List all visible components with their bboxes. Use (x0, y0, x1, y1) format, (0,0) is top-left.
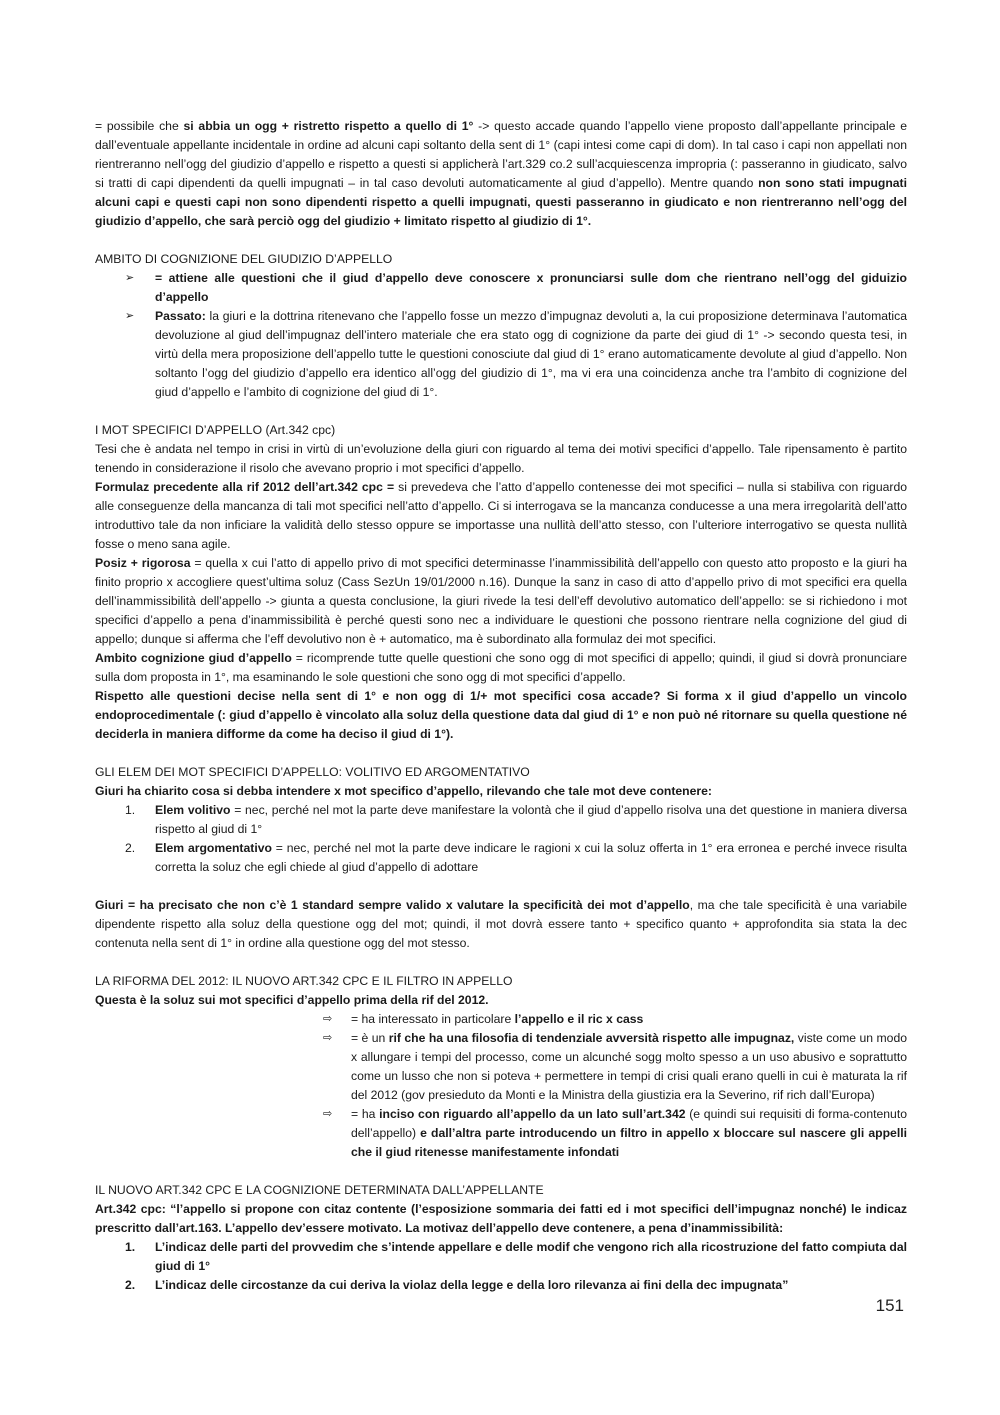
bold-run: Giuri = ha precisato che non c’è 1 standard sempre valido x valutare la specificità dei mot d’appello (95, 898, 690, 912)
list-item (95, 839, 907, 877)
list-item (95, 1010, 907, 1029)
bold-run: Elem volitivo (155, 803, 231, 817)
bold-run: Formulaz precedente alla rif 2012 dell’art.342 cpc = (95, 480, 395, 494)
document-page (95, 117, 907, 1295)
text-run: = quella x cui l’atto di appello privo di mot specifici determinasse l’inammissibilità dell’appello con questo atto proposto e la giuri ha finito proprio x accogliere quest’ultima soluz (Cass SezUn 19/01/2000 n.16). Dunque la sanz in caso di atto d’appello privo di mot specifici era quella dell’inammissibilità dell’appello -> giunta a questa conclusione, la giuri rivede la tesi dell’eff devolutivo automatico dell’appello: se si richiedono i mot specifici d’appello a pena d’inammissibilità è perché questi sono nec a individuare le questioni che possono rientrare nella cognizione del giud di appello; dunque si afferma che l’eff devolutivo non è + automatico, ma è subordinato alla formulaz dei mot specifici. (95, 556, 908, 646)
section-heading-riforma: LA RIFORMA DEL 2012: IL NUOVO ART.342 CPC E IL FILTRO IN APPELLO (95, 974, 513, 988)
list-item (95, 1238, 907, 1276)
page-number: 151 (875, 1296, 904, 1315)
paragraph: Questa è la soluz sui mot specifici d’appello prima della rif del 2012. (95, 993, 489, 1007)
bold-run: inciso con riguardo all’appello da un lato sull’art.342 (379, 1107, 686, 1121)
bold-run: L’indicaz delle parti del provvedim che s’intende appellare e delle modif che vengono rich alla ricostruzione del fatto compiuta dal giud di 1° (155, 1240, 907, 1273)
paragraph: Tesi che è andata nel tempo in crisi in virtù di un’evoluzione della giuri con riguardo al tema dei motivi specifici d’appello. Tale ripensamento è partito tenendo in considerazione il risolo che avevano proprio i mot specifici d’appello. (95, 442, 907, 475)
bold-run: rif che ha una filosofia di tendenziale avversità rispetto alle impugnaz, (388, 1031, 795, 1045)
text-run: viste come un modo x allungare i tempi del processo, come un alcunché sogg molto spesso a un uso abusivo e soprattutto come un lusso che non si poteva + permettere in tempi di crisi quali erano quelli in cui è maturata la rif del 2012 (gov presieduto da Monti e la Ministra della giustizia era la Severino, rif rich dall’Europa) (351, 1031, 907, 1102)
text-run: = ha interessato in particolare (351, 1012, 515, 1026)
bold-run: non sono stati impugnati alcuni capi e questi capi non sono dipendenti rispetto a quelli impugnati, questi passeranno in giudicato e non rientreranno nell’ogg del giudizio d’appello, che sarà perciò ogg del giudizio + limitato rispetto al giudizio di 1°. (95, 176, 907, 228)
bold-run: l’appello e il ric x cass (514, 1012, 644, 1026)
ambito-bullet-list (95, 269, 907, 402)
section-heading-elem: GLI ELEM DEI MOT SPECIFICI D’APPELLO: VOLITIVO ED ARGOMENTATIVO (95, 765, 530, 779)
text-run: = possibile che (95, 119, 184, 133)
bold-run: Ambito cognizione giud d’appello (95, 651, 292, 665)
paragraph (95, 478, 907, 554)
list-number: 2. (125, 1278, 136, 1292)
arrow-right-icon: ⇨ (323, 1108, 333, 1120)
section-heading-ambito: AMBITO DI COGNIZIONE DEL GIUDIZIO D’APPELLO (95, 252, 393, 266)
bold-run: Posiz + rigorosa (95, 556, 191, 570)
bold-run: Elem argomentativo (155, 841, 272, 855)
paragraph (95, 649, 907, 687)
bold-run: = attiene alle questioni che il giud d’appello deve conoscere x pronunciarsi sulle dom che rientrano nell’ogg del giduizio d’appello (155, 271, 907, 304)
text-run: la giuri e la dottrina ritenevano che l’appello fosse un mezzo d’impugnaz devoluti a, la cui proposizione determinava l’automatica devoluzione al giud dell’impugnaz dell’intero materiale che era stato ogg di cognizione da parte dei giud di 1° -> secondo questa tesi, in virtù della mera proposizione dell’appello tutte le questioni conosciute dal giud di 1° erano automaticamente devolute al giud d’appello. Non soltanto l’ogg del giudizio d’appello era identico all’ogg del giudizio di 1°, ma vi era una coincidenza anche tra l’ambito di cognizione del giud d’appello e l’ambito di cognizione del giud di 1°. (155, 309, 907, 399)
paragraph (95, 554, 907, 649)
section-heading-nuovo-art342: IL NUOVO ART.342 CPC E LA COGNIZIONE DETERMINATA DALL’APPELLANTE (95, 1183, 544, 1197)
bold-run: Passato: (155, 309, 206, 323)
text-run: , ma che tale specificità è una variabile dipendente rispetto alla soluz della questione ogg del mot; quindi, il mot dovrà essere tanto + specifico quanto + approfondita sia stata la dec contenuta nella sent di 1° in ordine alla questione ogg del mot stesso. (95, 898, 907, 950)
bold-run: si abbia un ogg + ristretto rispetto a quello di 1° (183, 119, 474, 133)
spacer (95, 877, 907, 896)
art342-numbered-list (95, 1238, 907, 1295)
list-item (95, 1105, 907, 1162)
list-number: 1. (125, 1240, 136, 1254)
riforma-arrow-list (95, 1010, 907, 1162)
list-item (95, 269, 907, 307)
list-item (95, 307, 907, 402)
list-item (95, 801, 907, 839)
text-run: = nec, perché nel mot la parte deve indicare le ragioni x cui la soluz offerta in 1° era erronea e perché invece risulta corretta la soluz che egli chiede al giud d’appello di adottare (155, 841, 907, 874)
text-run: = ha (351, 1107, 380, 1121)
text-run: = ricomprende tutte quelle questioni che sono ogg di mot specifici di appello; quindi, il giud si dovrà pronunciare sulla dom proposta in 1°, ma esaminando le sole questioni che sono ogg di mot specifici d’appello. (95, 651, 907, 684)
list-number: 2. (125, 841, 136, 855)
text-run: si prevedeva che l’atto d’appello contenesse dei mot specifici – nulla si stabiliva con riguardo alle conseguenze della mancanza di tali mot specifici nell’atto d’appello. Ci si interrogava se la mancanza conducesse a una mera irregolarità dell’atto introduttivo tale da non inficiare la validità dello stesso oppure se importasse una nullità dell’atto stesso, con l’ulteriore interrogativo se questa nullità fosse o meno sana agile. (95, 480, 908, 551)
text-run: (e quindi sui requisiti di forma-contenuto dell’appello) (351, 1107, 907, 1140)
arrow-bullet-icon: ➢ (125, 310, 135, 322)
arrow-right-icon: ⇨ (323, 1013, 333, 1025)
text-run: -> questo accade quando l’appello viene proposto dall’appellante principale e dall’eventuale appellante incidentale in ordine ad alcuni capi soltanto della sent di 1° (capi intesi come capi di dom). In tal caso i capi non appellati non rientreranno nell’ogg del giudizio d’appello e rispetto a questi si applicherà l’art.329 co.2 sull’acquiescenza impropria (: passeranno in giudicato, salvo si tratti di capi dipendenti da quelli impugnati – in tal caso devoluti automaticamente al giud d’appello). Mentre quando (95, 119, 907, 190)
text-run: = è un (351, 1031, 389, 1045)
list-item (95, 1276, 907, 1295)
elem-numbered-list (95, 801, 907, 877)
paragraph: Rispetto alle questioni decise nella sent di 1° e non ogg di 1/+ mot specifici cosa accade? Si forma x il giud d’appello un vincolo endoprocedimentale (: giud d’appello è vincolato alla soluz della questione data dal giud di 1° e non può né ritornare su quella questione né deciderla in maniera difforme da come ha deciso il giud di 1°). (95, 689, 907, 741)
intro-paragraph (95, 117, 907, 231)
bold-run: L’indicaz delle circostanze da cui deriva la violaz della legge e della loro rilevanza ai fini della dec impugnata” (155, 1278, 789, 1292)
paragraph: Art.342 cpc: “l’appello si propone con citaz contente (l’esposizione sommaria dei fatti ed i mot specifici dell’impugnaz nonché) le indicaz prescritto dall’art.163. L’appello dev’essere motivato. La motivaz dell’appello deve contenere, a pena d’inammissibilità: (95, 1202, 907, 1235)
bold-run: e dall’altra parte introducendo un filtro in appello x bloccare sul nascere gli appelli che il giud ritenesse manifestamente infondati (351, 1126, 907, 1159)
paragraph: Giuri ha chiarito cosa si debba intendere x mot specifico d’appello, rilevando che tale mot deve contenere: (95, 784, 712, 798)
arrow-bullet-icon: ➢ (125, 272, 135, 284)
paragraph (95, 896, 907, 953)
section-heading-mot-specifici: I MOT SPECIFICI D’APPELLO (Art.342 cpc) (95, 423, 336, 437)
text-run: = nec, perché nel mot la parte deve manifestare la volontà che il giud d’appello risolva una det questione in maniera diversa rispetto al giud di 1° (155, 803, 907, 836)
list-number: 1. (125, 803, 136, 817)
list-item (95, 1029, 907, 1105)
arrow-right-icon: ⇨ (323, 1032, 333, 1044)
